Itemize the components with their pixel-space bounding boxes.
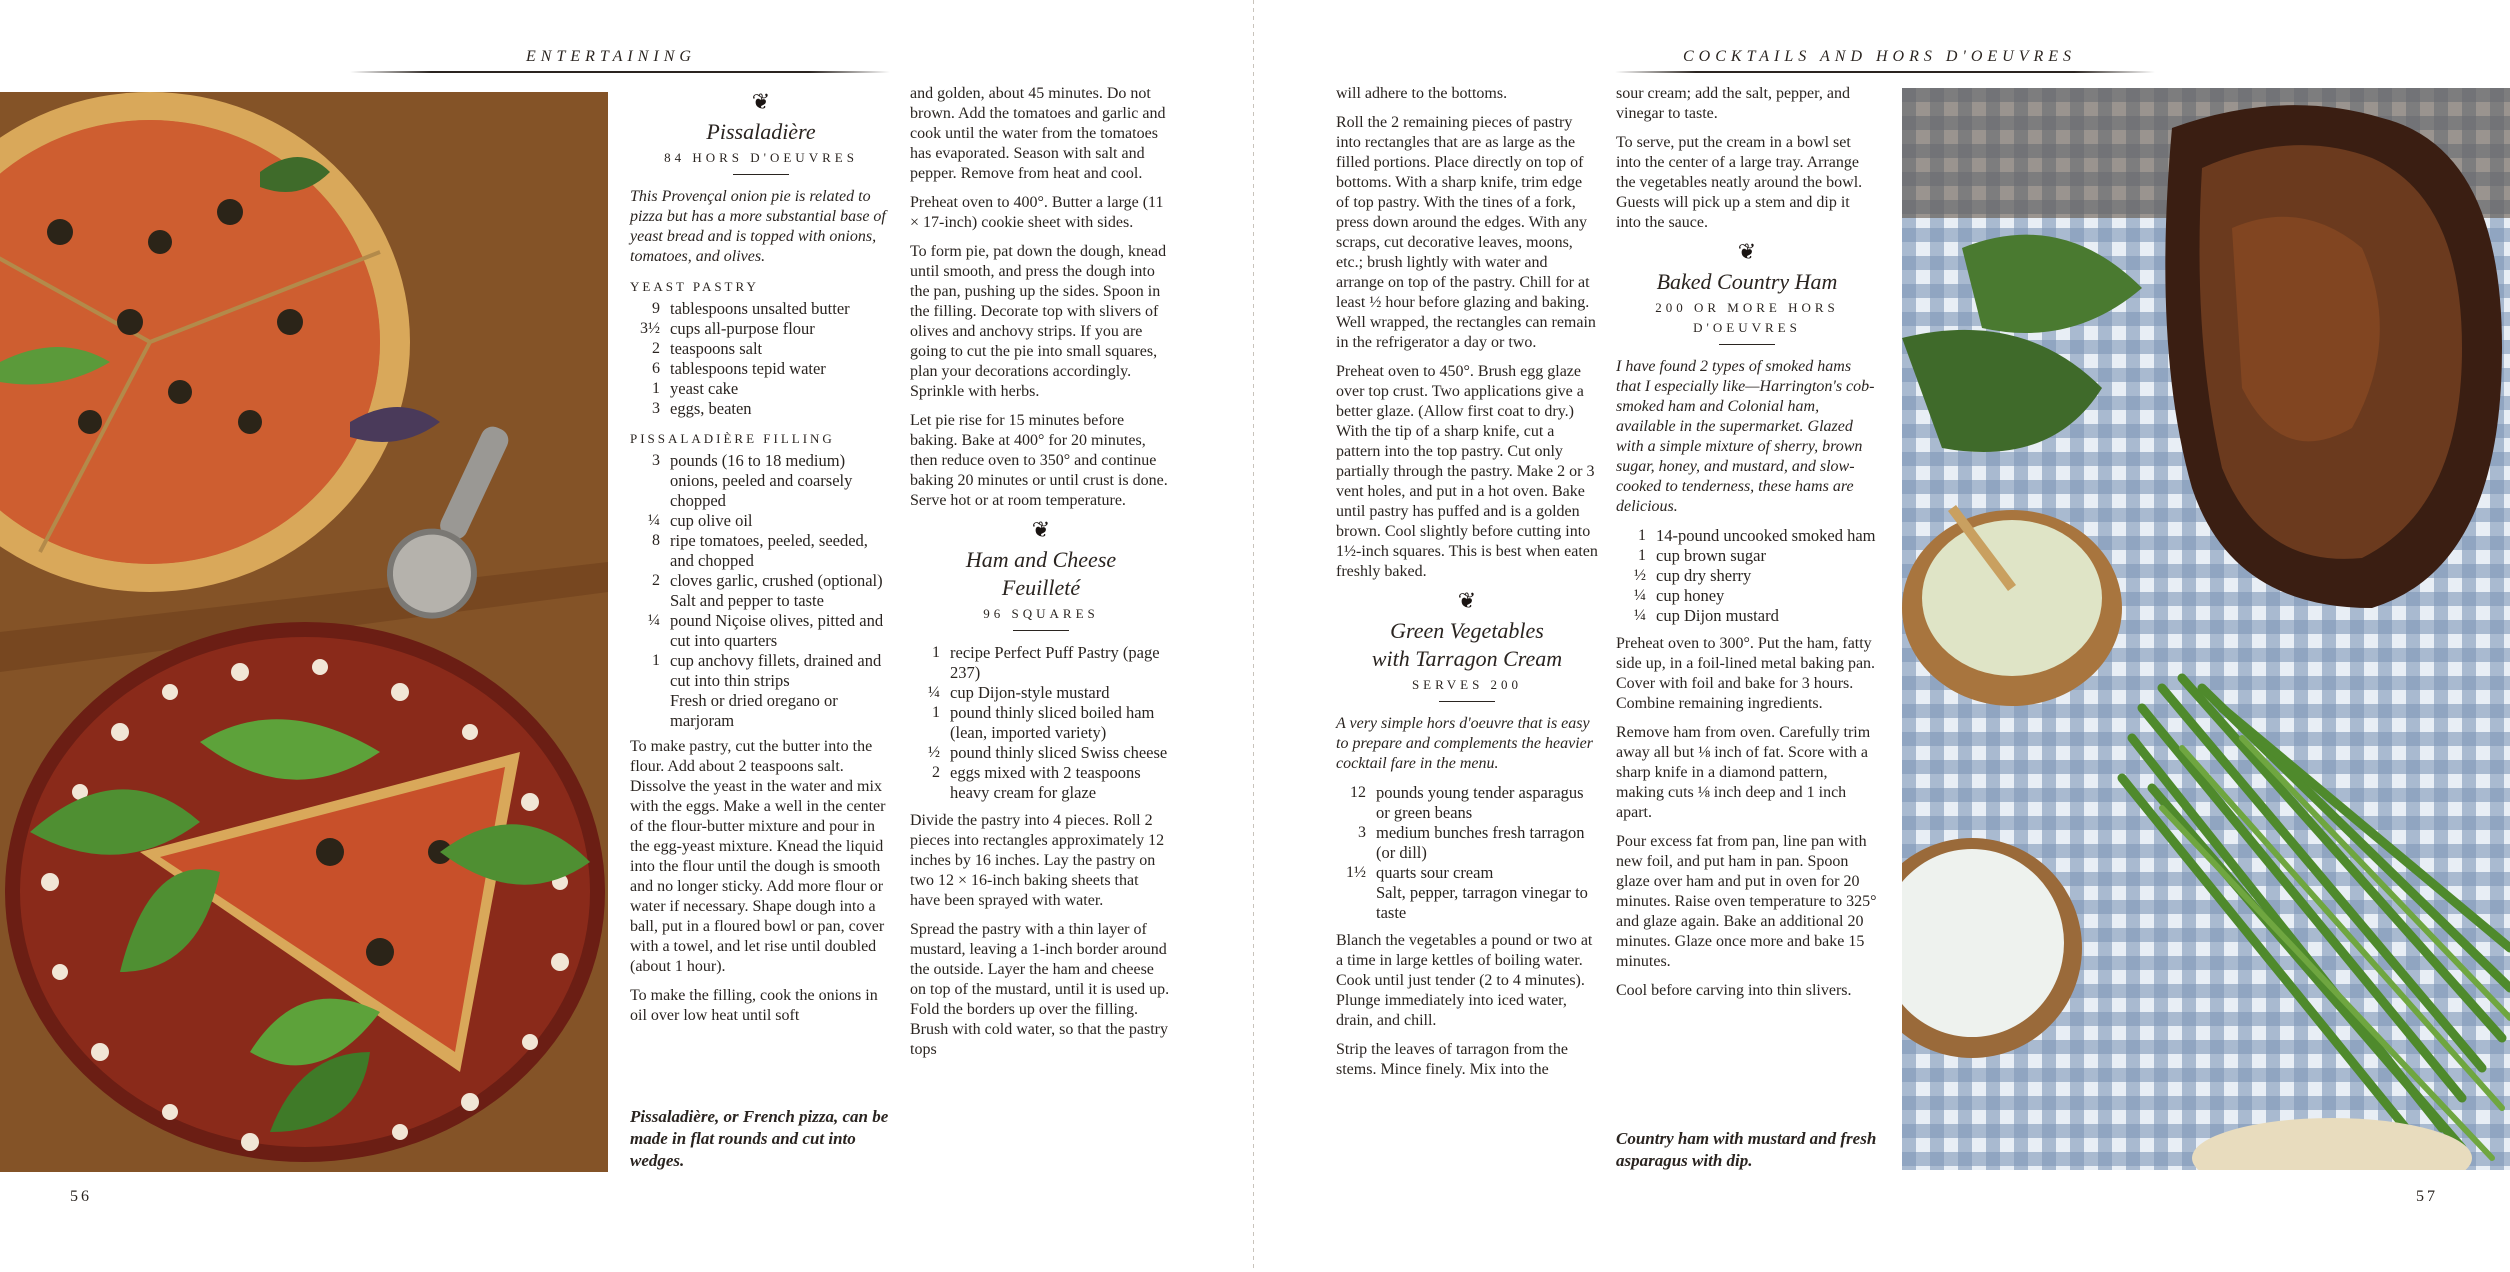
left-column-1: [630, 88, 892, 1035]
fleuron-ornament: ❦: [1737, 239, 1757, 264]
recipe-title-pissaladiere: Pissaladière: [706, 119, 816, 144]
ingredient-line: ½ cup dry sherry: [1634, 566, 1752, 585]
method-paragraph: To make pastry, cut the butter into the flour. Add about 2 teaspoons salt. Dissolve the yeast in the water and mix with the eggs. Make a well in the center of the flour-butter mixture and pour in the egg-yeast mixture. Knead the liquid into the flour until the dough is smooth and no longer sticky. Add more flour or water if necessary. Shape dough into a ball, put in a floured bowl or pan, cover with a towel, and let rise until doubled (about 1 hour).: [630, 738, 886, 975]
method-paragraph: Strip the leaves of tarragon from the stems. Mince finely. Mix into the: [1336, 1041, 1568, 1078]
ingredient-line: 12 pounds young tender asparagus or green beans: [1350, 783, 1584, 822]
title-rule: [1719, 344, 1775, 345]
left-column-2: [910, 84, 1172, 1069]
method-paragraph: To make the filling, cook the onions in oil over low heat until soft: [630, 987, 878, 1024]
ingredient-line: ¼ pound Niçoise olives, pitted and cut into quarters: [648, 611, 884, 650]
ingredient-line: 1 yeast cake: [652, 379, 739, 398]
ingredient-line: Salt and pepper to taste: [670, 591, 824, 610]
ingredient-line: 1 cup anchovy fillets, drained and cut into thin strips: [652, 651, 882, 690]
recipe-intro: A very simple hors d'oeuvre that is easy to prepare and complements the heavier cocktail fare in the menu.: [1336, 715, 1593, 772]
method-paragraph: Cool before carving into thin slivers.: [1616, 982, 1852, 999]
ingredient-line: Fresh or dried oregano or marjoram: [670, 691, 838, 730]
title-rule: [1439, 701, 1495, 702]
section-heading: PISSALADIÈRE FILLING: [630, 431, 835, 446]
ham-asparagus-photo: [1902, 88, 2510, 1170]
method-paragraph: and golden, about 45 minutes. Do not brown. Add the tomatoes and garlic and cook until the water from the tomatoes has evaporated. Season with salt and pepper. Remove from heat and cool.: [910, 85, 1166, 182]
ingredient-line: ¼ cup honey: [1634, 586, 1725, 605]
method-paragraph: To form pie, pat down the dough, knead until smooth, and press the dough into the pan, pushing up the sides. Spoon in the filling. Decorate top with slivers of olives and anchovy strips. If you are going to cut the pie into small squares, plan your decorations accordingly. Sprinkle with herbs.: [910, 243, 1167, 400]
pizza-photo: [0, 92, 608, 1172]
method-paragraph: Roll the 2 remaining pieces of pastry into rectangles that are as large as the filled portions. Place directly on top of bottoms. With a sharp knife, trim edge of top pastry. With the tines of a fork, press down around the edges. With any scraps, cut decorative leaves, moons, etc.; brush lightly with water and arrange on top of the pastry. Chill for at least ½ hour before glazing and baking. Well wrapped, the rectangles can remain in the refrigerator a day or two.: [1336, 114, 1596, 351]
method-paragraph: will adhere to the bottoms.: [1336, 85, 1508, 102]
title-rule: [1013, 630, 1069, 631]
book-gutter: [1253, 0, 1254, 1272]
ingredient-line: ¼ cup Dijon-style mustard: [928, 683, 1110, 702]
method-paragraph: To serve, put the cream in a bowl set into the center of a large tray. Arrange the vegetables neatly around the bowl. Guests will pick up a stem and dip it into the sauce.: [1616, 134, 1863, 231]
recipe-yield: 96 SQUARES: [983, 606, 1099, 621]
ingredient-line: 6 tablespoons tepid water: [652, 359, 826, 378]
ingredient-line: 2 eggs mixed with 2 teaspoons heavy cream for glaze: [932, 763, 1141, 802]
right-column-1: [1336, 84, 1598, 1089]
right-running-head: COCKTAILS AND HORS D'OEUVRES: [1683, 48, 2077, 65]
fleuron-ornament: ❦: [751, 89, 771, 114]
right-column-2: [1616, 84, 1878, 1010]
photo-caption-right: Country ham with mustard and fresh asparagus with dip.: [1616, 1129, 1877, 1170]
method-paragraph: Blanch the vegetables a pound or two at a time in large kettles of boiling water. Cook until just tender (2 to 4 minutes). Plunge immediately into iced water, drain, and chill.: [1336, 932, 1593, 1029]
recipe-yield: SERVES 200: [1411, 677, 1523, 692]
recipe-title-green-vegetables: Green Vegetables with Tarragon Cream: [1371, 618, 1563, 671]
recipe-title-baked-ham: Baked Country Ham: [1656, 269, 1838, 294]
left-head-rule: [350, 71, 890, 73]
method-paragraph: Divide the pastry into 4 pieces. Roll 2 pieces into rectangles approximately 12 inches by 16 inches. Lay the pastry on two 12 × 16-inch baking sheets that have been sprayed with water.: [910, 812, 1165, 909]
section-heading: YEAST PASTRY: [630, 279, 759, 294]
ingredient-line: 3½ cups all-purpose flour: [640, 319, 815, 338]
ham-asparagus-photo-art: [1902, 88, 2510, 1170]
photo-caption-left: Pissaladière, or French pizza, can be made in flat rounds and cut into wedges.: [630, 1107, 889, 1170]
method-paragraph: Preheat oven to 450°. Brush egg glaze over top crust. Two applications give a better glaze. (Allow first coat to dry.) With the tip of a sharp knife, cut a pattern into the top pastry. Cut only partially through the pastry. Make 2 or 3 vent holes, and put in a hot oven. Bake until pastry has puffed and is a golden brown. Cool slightly before cutting into 1½-inch squares. This is best when eaten freshly baked.: [1336, 363, 1598, 580]
method-paragraph: Spread the pastry with a thin layer of mustard, leaving a 1-inch border around the outside. Layer the ham and cheese on top of the mustard, until it is used up. Fold the borders up over the filling. Brush with cold water, so that the pastry tops: [910, 921, 1170, 1058]
method-paragraph: Remove ham from oven. Carefully trim away all but ⅛ inch of fat. Score with a sharp knife in a diamond pattern, making cuts ⅛ inch deep and 1 inch apart.: [1616, 724, 1871, 821]
fleuron-ornament: ❦: [1457, 588, 1477, 613]
pizza-photo-art: [0, 92, 608, 1172]
page-number-right: 57: [2416, 1188, 2438, 1205]
ingredient-line: ¼ cup Dijon mustard: [1634, 606, 1779, 625]
method-paragraph: Preheat oven to 300°. Put the ham, fatty side up, in a foil-lined metal baking pan. Cover with foil and bake for 3 hours. Combine remaining ingredients.: [1616, 635, 1876, 712]
ingredient-line: 2 cloves garlic, crushed (optional): [652, 571, 883, 590]
ingredient-line: 1 14-pound uncooked smoked ham: [1638, 526, 1876, 545]
right-head-rule: [1615, 71, 2155, 73]
left-running-head: ENTERTAINING: [526, 48, 696, 65]
ingredient-line: 1 cup brown sugar: [1638, 546, 1766, 565]
ingredient-line: 3 medium bunches fresh tarragon (or dill): [1358, 823, 1585, 862]
ingredient-line: 3 pounds (16 to 18 medium) onions, peeled and coarsely chopped: [652, 451, 853, 510]
ingredient-line: ½ pound thinly sliced Swiss cheese: [928, 743, 1168, 762]
ingredient-line: 1 pound thinly sliced boiled ham (lean, imported variety): [932, 703, 1155, 742]
ingredient-line: 8 ripe tomatoes, peeled, seeded, and chopped: [652, 531, 868, 570]
ingredient-line: Salt, pepper, tarragon vinegar to taste: [1376, 883, 1588, 922]
ingredient-line: 1½ quarts sour cream: [1346, 863, 1494, 882]
method-paragraph: sour cream; add the salt, pepper, and vinegar to taste.: [1616, 85, 1850, 122]
recipe-yield: 200 OR MORE HORS D'OEUVRES: [1655, 300, 1839, 335]
ingredient-line: 2 teaspoons salt: [652, 339, 763, 358]
ingredient-line: 3 eggs, beaten: [652, 399, 752, 418]
recipe-title-ham-cheese: Ham and Cheese Feuilleté: [965, 547, 1117, 600]
method-paragraph: Let pie rise for 15 minutes before baking. Bake at 400° for 20 minutes, then reduce oven to 350° and continue baking 20 minutes or until crust is done. Serve hot or at room temperature.: [910, 412, 1168, 509]
title-rule: [733, 174, 789, 175]
method-paragraph: Pour excess fat from pan, line pan with new foil, and put ham in pan. Spoon glaze over ham and put in oven for 20 minutes. Raise oven temperature to 325° and glaze again. Bake an additional 20 minutes. Glaze once more and bake 15 minutes.: [1616, 833, 1877, 970]
fleuron-ornament: ❦: [1031, 517, 1051, 542]
page-number-left: 56: [70, 1188, 92, 1205]
recipe-intro: I have found 2 types of smoked hams that I especially like—Harrington's cob-smoked ham and Colonial ham, available in the supermarket. Glazed with a simple mixture of sherry, brown sugar, honey, and mustard, and slow-cooked to tenderness, these hams are delicious.: [1616, 358, 1875, 515]
recipe-yield: 84 HORS D'OEUVRES: [664, 150, 858, 165]
ingredient-line: ¼ cup olive oil: [648, 511, 753, 530]
ingredient-line: 1 recipe Perfect Puff Pastry (page 237): [932, 643, 1160, 682]
method-paragraph: Preheat oven to 400°. Butter a large (11 × 17-inch) cookie sheet with sides.: [910, 194, 1164, 231]
ingredient-line: 9 tablespoons unsalted butter: [652, 299, 850, 318]
recipe-intro: This Provençal onion pie is related to pizza but has a more substantial base of yeast bread and is topped with onions, tomatoes, and olives.: [630, 188, 886, 265]
